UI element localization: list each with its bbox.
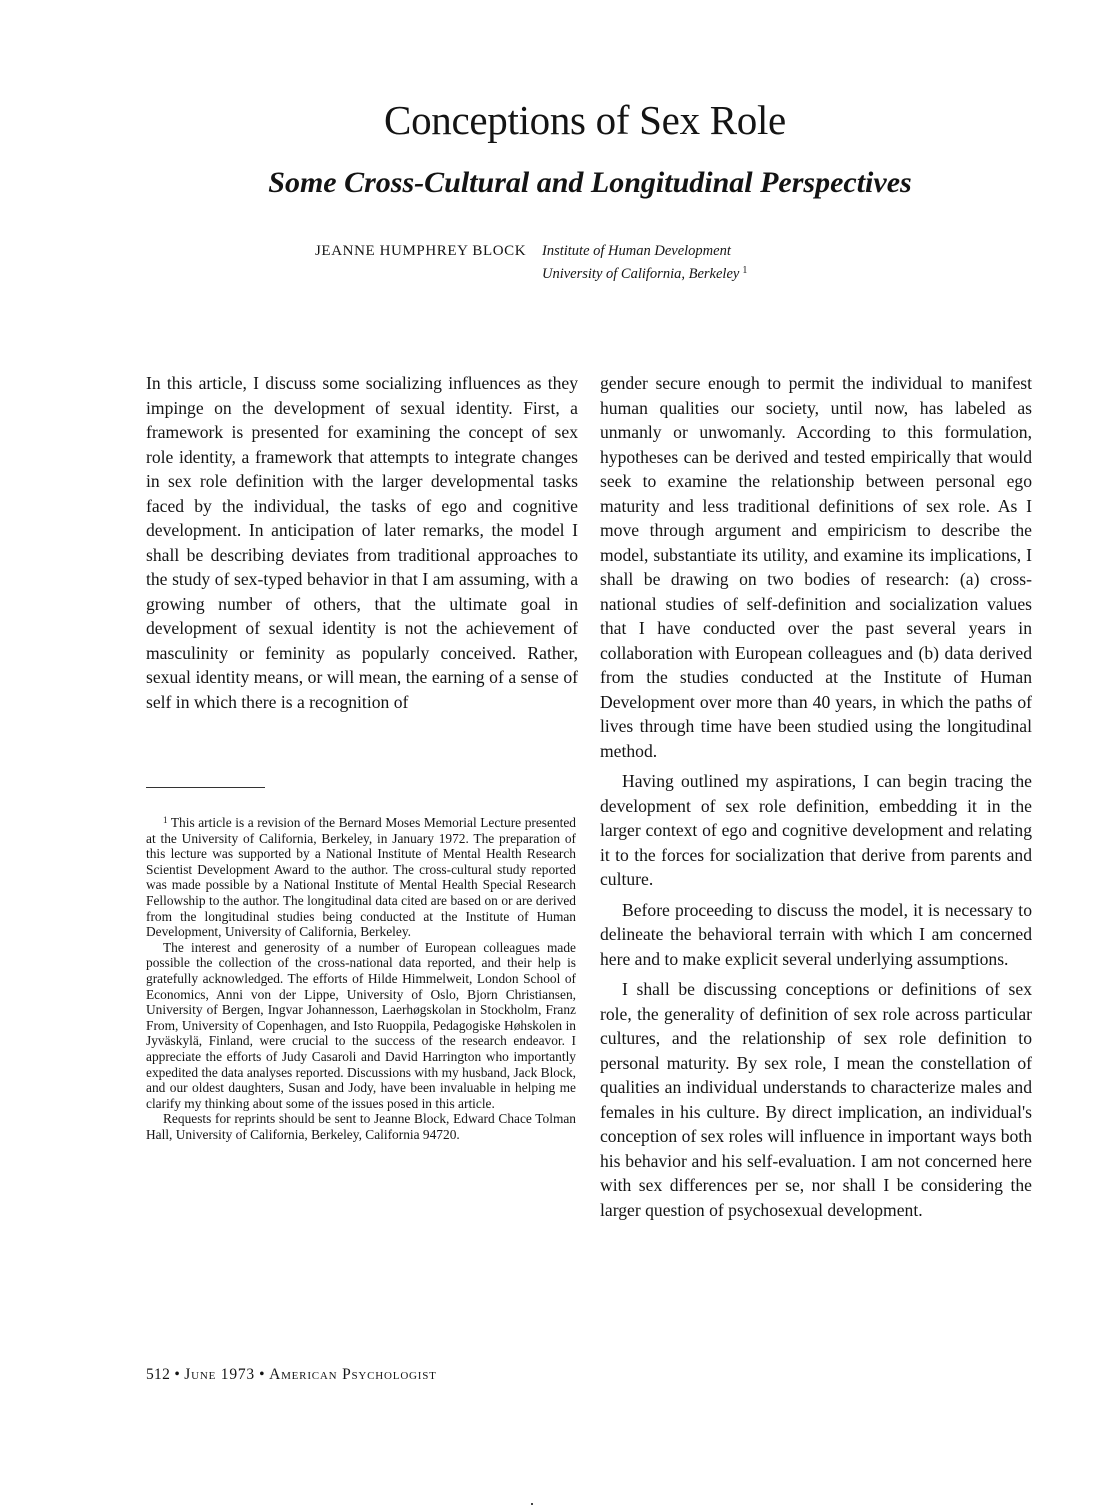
body-column-right — [600, 371, 1032, 1222]
footer-separator: • — [259, 1366, 265, 1383]
body-paragraph: I shall be discussing conceptions or definitions of sex role, the generality of definition of sex role across particular cultures, and the relationship of sex role definition to personal maturity. By sex role, I mean the constellation of qualities an individual understands to characterize males and females in his culture. By direct implication, an individual's conception of sex roles will influence in important ways both his behavior and his self-evaluation. I am not concerned here with sex differences per se, nor shall I be considering the larger question of psychosexual development. — [600, 979, 1032, 1220]
footnote-divider — [146, 787, 265, 788]
issue-date: June 1973 — [184, 1366, 255, 1383]
article-title: Conceptions of Sex Role — [384, 97, 786, 143]
page-footer — [146, 1366, 437, 1384]
scan-speck — [531, 1503, 533, 1505]
affiliation-footnote-mark: 1 — [742, 265, 748, 276]
body-column-left — [146, 371, 578, 714]
footnote-paragraph — [146, 813, 576, 940]
affiliation-university: University of California, Berkeley — [542, 266, 740, 282]
affiliation-institute: Institute of Human Development — [542, 243, 731, 259]
footer-separator: • — [174, 1366, 181, 1383]
body-paragraph: In this article, I discuss some socializing influences as they impinge on the development of sexual identity. First, a framework is presented for examining the concept of sex role identity, a framework that attempts to integrate changes in sex role definition with the larger developmental tasks faced by the individual, the tasks of ego and cognitive development. In anticipation of later remarks, the model I shall be describing deviates from traditional approaches to the study of sex-typed behavior in that I am assuming, with a growing number of others, that the ultimate goal in development of sexual identity is not the achievement of masculinity or feminity as popularly conceived. Rather, sexual identity means, or will mean, the earning of a sense of self in which there is a recognition of — [146, 373, 578, 712]
body-paragraph: gender secure enough to permit the individual to manifest human qualities our society, until now, has labeled as unmanly or unwomanly. According to this formulation, hypotheses can be derived and tested empirically that would seek to examine the relationship between personal ego maturity and less traditional definitions of sex role. As I move through argument and empiricism to describe the model, substantiate its utility, and examine its implications, I shall be drawing on two bodies of research: (a) cross-national studies of self-definition and socialization values that I have conducted over the past several years in collaboration with European colleagues and (b) data derived from the studies conducted at the Institute of Human Development over more than 40 years, in which the paths of lives through time have been studied using the longitudinal method. — [600, 373, 1032, 761]
page-number: 512 — [146, 1366, 171, 1383]
footnote-text: This article is a revision of the Bernard Moses Memorial Lecture presented at the University of California, Berkeley, in January 1972. The preparation of this lecture was supported by a National Institute of Mental Health Research Scientist Development Award to the author. The cross-cultural study reported was made possible by a National Institute of Mental Health Special Research Fellowship to the author. The longitudinal data cited are based on or are derived from the longitudinal studies being conducted at the Institute of Human Development, University of California, Berkeley. — [146, 815, 577, 940]
journal-name: American Psychologist — [269, 1366, 437, 1383]
body-paragraph: Before proceeding to discuss the model, it is necessary to delineate the behavioral terrain with which I am concerned here and to make explicit several underlying assumptions. — [600, 899, 1032, 969]
footnotes — [146, 813, 576, 1142]
footnote-paragraph: The interest and generosity of a number of European colleagues made possible the collection of the cross-national data reported, and their help is gratefully acknowledged. The efforts of Hilde Himmelweit, London School of Economics, Anni von der Lippe, University of Oslo, Bjorn Christiansen, University of Bergen, Ingvar Johannesson, Laerhøgskolan in Stockholm, Franz From, University of Copenhagen, and Isto Ruoppila, Pedagogiske Høhskolen in Jyväskylä, Finland, were crucial to the success of the research endeavor. I appreciate the efforts of Judy Casaroli and David Harrington who importantly expedited the data analyses reported. Discussions with my husband, Jack Block, and our oldest daughters, Susan and Jody, have been invaluable in helping me clarify my thinking about some of the issues posed in this article. — [146, 939, 576, 1111]
footnote-mark: 1 — [163, 815, 168, 825]
author-name: JEANNE HUMPHREY BLOCK — [315, 243, 527, 259]
body-paragraph: Having outlined my aspirations, I can begin tracing the development of sex role definition, embedding it in the larger context of ego and cognitive development and relating it to the forces for socialization that derive from parents and culture. — [600, 771, 1032, 889]
author-affiliation — [542, 241, 747, 284]
footnote-paragraph: Requests for reprints should be sent to Jeanne Block, Edward Chace Tolman Hall, University of California, Berkeley, California 94720. — [146, 1111, 576, 1142]
article-subtitle: Some Cross-Cultural and Longitudinal Perspectives — [268, 166, 912, 199]
